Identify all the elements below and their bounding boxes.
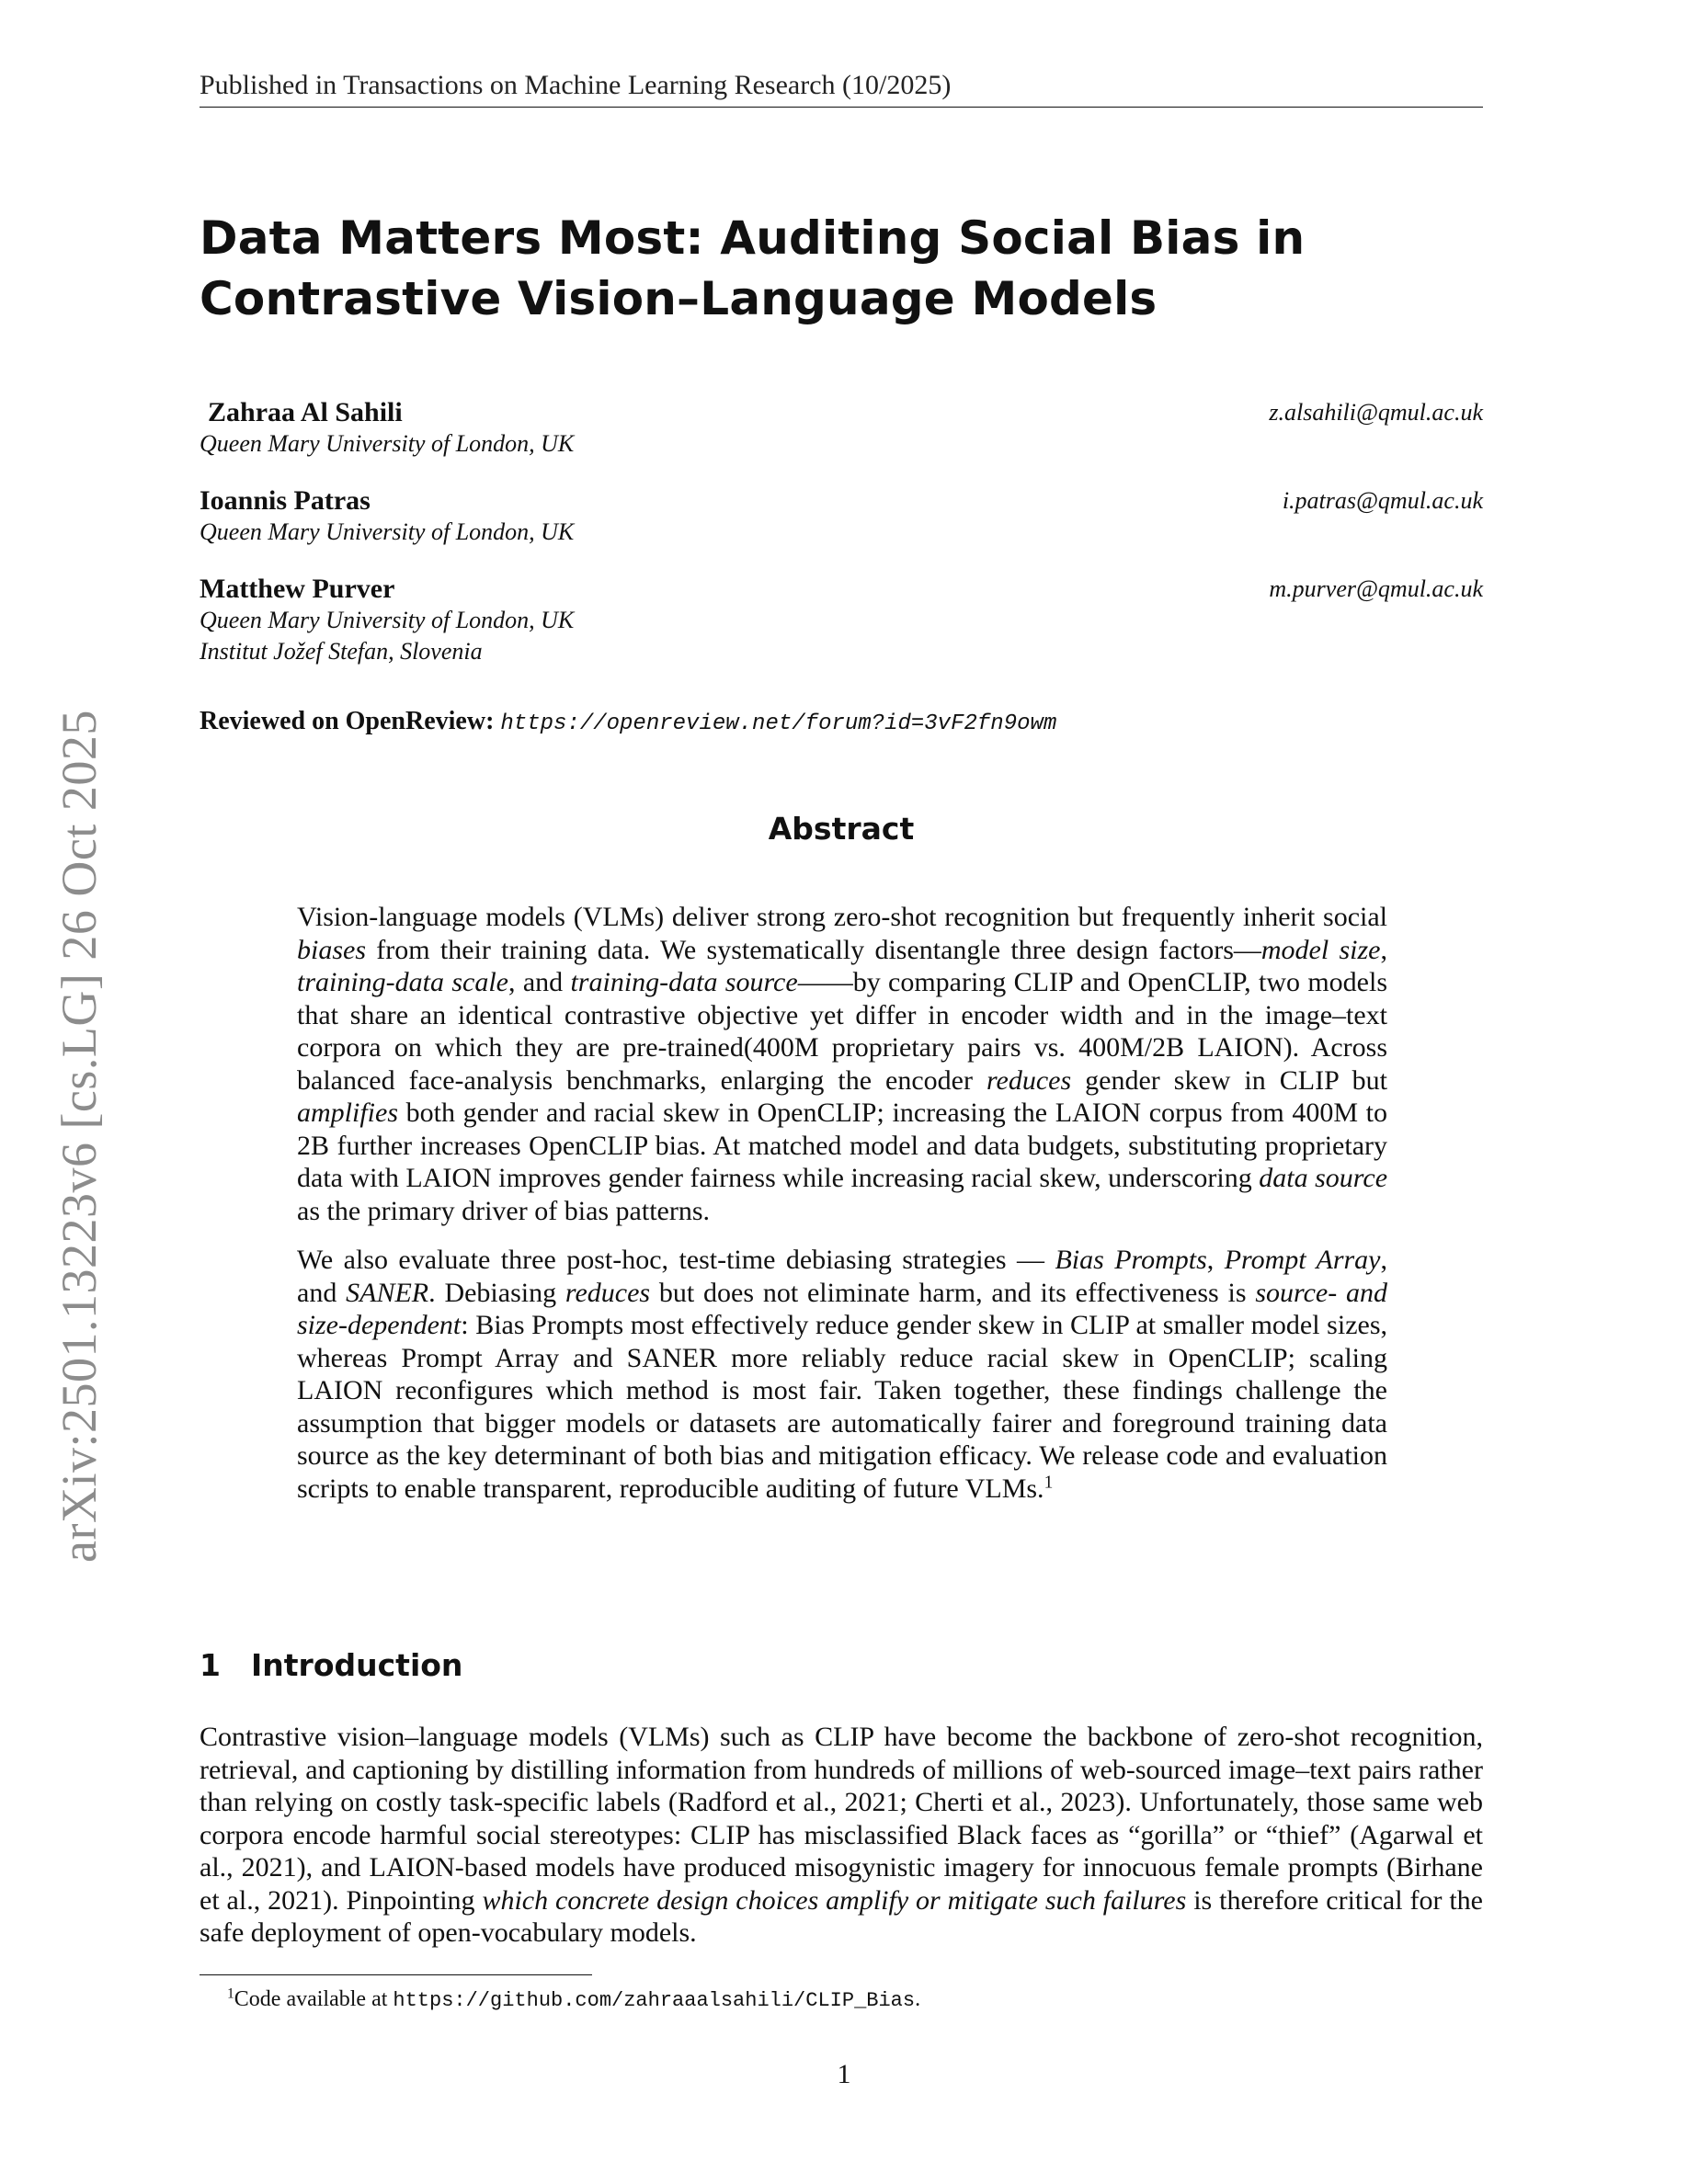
author-affiliation: Queen Mary University of London, UK: [200, 607, 575, 633]
author-affiliation: Institut Jožef Stefan, Slovenia: [200, 638, 483, 665]
paper-title: Data Matters Most: Auditing Social Bias in Contrastive Vision–Language Models: [200, 211, 1306, 325]
author-email[interactable]: m.purver@qmul.ac.uk: [1269, 575, 1483, 602]
author-email[interactable]: i.patras@qmul.ac.uk: [1282, 487, 1483, 514]
footnote-marker[interactable]: 1: [1044, 1472, 1054, 1492]
footnote-number: 1: [227, 1985, 234, 2002]
review-label: Reviewed on OpenReview:: [200, 707, 495, 735]
running-header: Published in Transactions on Machine Learning Research (10/2025): [200, 70, 1483, 108]
author-name: Matthew Purver: [200, 574, 395, 604]
introduction-paragraph: Contrastive vision–language models (VLMs) such as CLIP have become the backbone of zero-shot recognition, retrieval, and captioning by distilling information from hundreds of millions of web-sourced image–text pairs rather than relying on costly task-specific labels (Radford et al., 2021; Cherti et al., 2023). Unfortunately, those same web corpora encode harmful social stereotypes: CLIP has misclassified Black faces as “gorilla” or “thief” (Agarwal et al., 2021), and LAION-based models have produced misogynistic imagery for innocuous female prompts (Birhane et al., 2021). Pinpointing which concrete design choices amplify or mitigate such failures is therefore critical for the safe deployment of open-vocabulary models.: [200, 1722, 1483, 1948]
author-entry: [200, 574, 1483, 667]
abstract-paragraph: We also evaluate three post-hoc, test-time debiasing strategies — Bias Prompts, Prompt Array, and SANER. Debiasing reduces but does not eliminate harm, and its effectiveness is source- and size-dependent: Bias Prompts most effectively reduce gender skew in CLIP at smaller model sizes, whereas Prompt Array and SANER more reliably reduce racial skew in OpenCLIP; scaling LAION reconfigures which method is most fair. Taken together, these findings challenge the assumption that bigger models or datasets are automatically fairer and foreground training data source as the key determinant of both bias and mitigation efficacy. We release code and evaluation scripts to enable transparent, reproducible auditing of future VLMs.$^1$: [297, 1245, 1387, 1504]
abstract-paragraph: Vision-language models (VLMs) deliver strong zero-shot recognition but frequently inherit social biases from their training data. We systematically disentangle three design factors—model size, training-data scale, and training-data source——by comparing CLIP and OpenCLIP, two models that share an identical contrastive objective yet differ in encoder width and in the image–text corpora on which they are pre-trained(400M proprietary pairs vs. 400M/2B LAION). Across balanced face-analysis benchmarks, enlarging the encoder reduces gender skew in CLIP but amplifies both gender and racial skew in OpenCLIP; increasing the LAION corpus from 400M to 2B further increases OpenCLIP bias. At matched model and data budgets, substituting proprietary data with LAION improves gender fairness while increasing racial skew, underscoring data source as the primary driver of bias patterns.: [297, 902, 1388, 1226]
author-entry: [200, 485, 1483, 548]
footnote-divider: [200, 1974, 592, 1975]
arxiv-identifier-stamp: arXiv:2501.13223v6 [cs.LG] 26 Oct 2025: [51, 710, 107, 1563]
review-line: [200, 706, 1483, 740]
footnote-code-link[interactable]: https://github.com/zahraaalsahili/CLIP_Bias: [393, 1989, 916, 2012]
author-list: [200, 397, 1483, 693]
openreview-link[interactable]: https://openreview.net/forum?id=3vF2fn9owm: [500, 711, 1057, 736]
abstract-body: [297, 901, 1387, 1521]
footnote-text: Code available at: [234, 1987, 393, 2011]
page-number: 1: [837, 2059, 851, 2089]
abstract-heading: Abstract: [768, 811, 915, 847]
author-name: Zahraa Al Sahili: [208, 397, 403, 427]
author-affiliation: Queen Mary University of London, UK: [200, 518, 575, 545]
footnote: $^1$Code available at https://github.com/zahraaalsahili/CLIP_Bias.: [227, 1985, 921, 2012]
author-entry: [200, 397, 1483, 460]
section-title: Introduction: [251, 1647, 463, 1683]
author-affiliation: Queen Mary University of London, UK: [200, 430, 575, 457]
author-email[interactable]: z.alsahili@qmul.ac.uk: [1269, 399, 1483, 426]
author-name: Ioannis Patras: [200, 485, 371, 516]
introduction-body: [200, 1721, 1483, 1950]
section-heading-introduction: [200, 1647, 1483, 1684]
section-number: 1: [200, 1647, 221, 1683]
